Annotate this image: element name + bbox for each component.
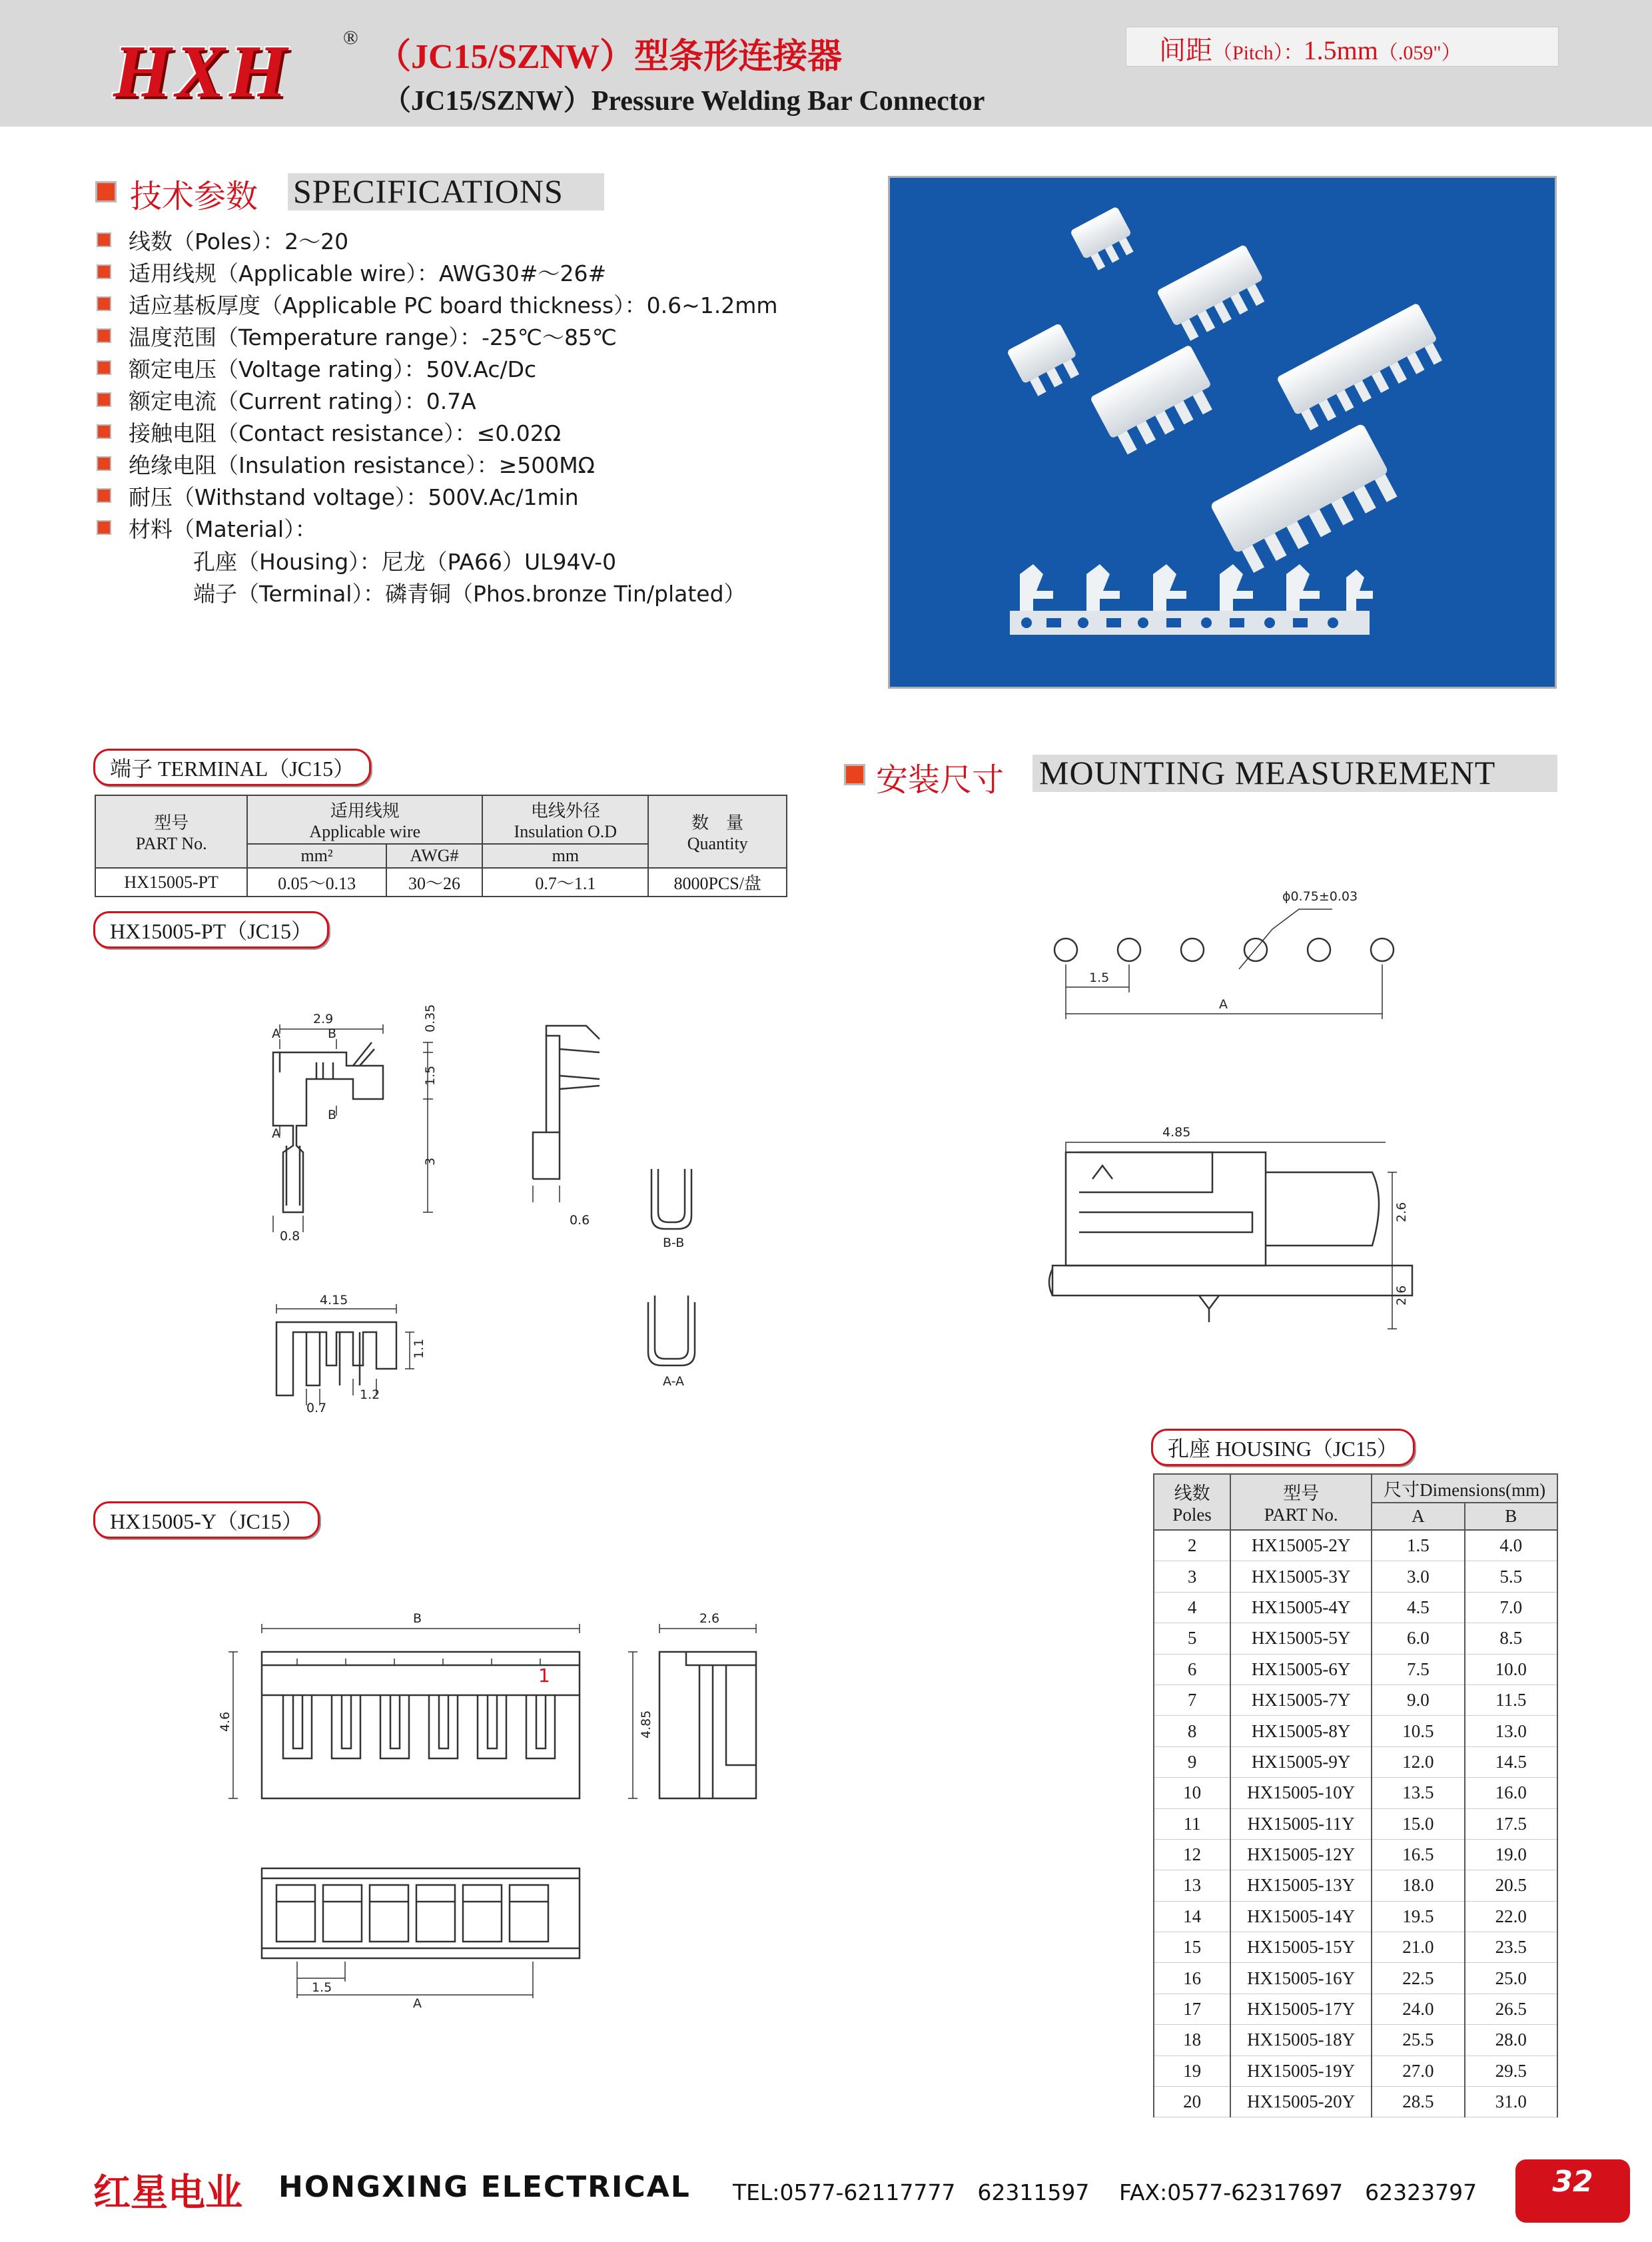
bullet-icon [97,424,111,439]
cell-b: 19.0 [1465,1839,1557,1870]
terminal-strip [1010,564,1373,635]
housing-8pin [1276,302,1447,433]
cell-b: 23.5 [1465,1932,1557,1963]
housing-5pin [1156,244,1273,344]
page-title-en: （JC15/SZNW）Pressure Welding Bar Connector [383,86,985,117]
cell-part: HX15005-15Y [1230,1932,1372,1963]
cell-a: 13.5 [1372,1778,1464,1808]
cell-poles: 8 [1154,1716,1230,1746]
cell-part: HX15005-5Y [1230,1623,1372,1654]
cell-poles: 9 [1154,1746,1230,1777]
spec-item: 适应基板厚度（Applicable PC board thickness）：0.6~1.2mm [97,289,778,318]
bullet-icon [97,296,111,311]
col-a: A [1372,1503,1464,1530]
pitch-value: 1.5mm [1303,35,1378,65]
dim-label: 2.6 [1394,1202,1409,1222]
dim-label: 1.5 [312,1980,332,1995]
cell-part: HX15005-19Y [1230,2055,1372,2086]
col-wire: 适用线规 Applicable wire [247,795,482,844]
cell-b: 13.0 [1465,1716,1557,1746]
cell-a: 22.5 [1372,1963,1464,1994]
dim-label: B [413,1611,422,1626]
product-photo [888,176,1557,689]
dim-label: 1.5 [1089,970,1110,985]
pt-drawing-label: HX15005-PT（JC15） [93,911,329,948]
cell-a: 3.0 [1372,1561,1464,1592]
housing-3pin [1070,206,1139,273]
spec-item: 绝缘电阻（Insulation resistance）：≥500MΩ [97,449,595,478]
footer-fax: FAX:0577-62317697 62323797 [1119,2179,1477,2205]
cell-part: HX15005-9Y [1230,1746,1372,1777]
cell-part: HX15005-3Y [1230,1561,1372,1592]
material-terminal: 端子（Terminal）：磷青铜（Phos.bronze Tin/plated） [193,581,746,607]
col-qty: 数 量 Quantity [648,795,787,868]
section-bullet-icon [95,181,117,202]
cell-b: 11.5 [1465,1684,1557,1715]
cell-b: 5.5 [1465,1561,1557,1592]
cell-a: 9.0 [1372,1684,1464,1715]
section-mark: A [272,1026,280,1041]
col-b: B [1465,1503,1557,1530]
col-mm2: mm² [247,844,386,868]
dim-label: 4.85 [1162,1125,1191,1140]
cell-part: HX15005-18Y [1230,2025,1372,2055]
pin1-mark: 1 [538,1665,550,1686]
cell-part: HX15005-2Y [1230,1530,1372,1561]
table-row [1154,1808,1557,1839]
cell-a: 25.5 [1372,2025,1464,2055]
col-mm: mm [482,844,648,868]
section-label: B-B [663,1236,685,1250]
spec-item: 耐压（Withstand voltage）：500V.Ac/1min [97,481,579,510]
bullet-icon [97,456,111,471]
brand-logo: HXH [113,31,291,113]
table-row [1154,1994,1557,2024]
pitch-label-en: （Pitch）： [1212,42,1304,64]
bullet-icon [97,328,111,343]
cell-poles: 19 [1154,2055,1230,2086]
table-row [1154,1746,1557,1777]
spec-item: 适用线规（Applicable wire）：AWG30#～26# [97,257,606,286]
bullet-icon [97,520,111,535]
col-dims: 尺寸Dimensions(mm) [1372,1474,1557,1503]
cell-poles: 13 [1154,1870,1230,1901]
dim-label: A [1219,997,1228,1012]
table-row [1154,1932,1557,1963]
table-row [1154,1839,1557,1870]
cell-a: 27.0 [1372,2055,1464,2086]
cell-a: 21.0 [1372,1932,1464,1963]
bullet-icon [97,392,111,407]
cell-poles: 20 [1154,2087,1230,2117]
table-row [1154,1778,1557,1808]
table-row [1154,1561,1557,1592]
bullet-icon [97,232,111,247]
table-row [1154,1684,1557,1715]
dim-label: 0.7 [306,1401,327,1415]
footer-company-en: HONGXING ELECTRICAL [278,2170,691,2204]
dim-label: 1.5 [423,1065,438,1086]
cell-a: 6.0 [1372,1623,1464,1654]
housing-table [1153,1473,1558,2117]
dim-label: 4.85 [639,1710,653,1738]
cell-part: HX15005-17Y [1230,1994,1372,2024]
dim-label: 1.2 [360,1387,380,1402]
cell-poles: 14 [1154,1901,1230,1932]
col-part: 型号 PART No. [1230,1474,1372,1530]
section-mark: B [328,1108,337,1122]
pitch-inch: （.059"） [1378,42,1461,64]
table-row [1154,1623,1557,1654]
cell-part: HX15005-4Y [1230,1592,1372,1623]
cell-b: 10.0 [1465,1654,1557,1684]
table-row [1154,2055,1557,2086]
dim-label: 2.9 [313,1012,334,1026]
hole-dim: ϕ0.75±0.03 [1282,889,1358,904]
cell-b: 20.5 [1465,1870,1557,1901]
cell-part: HX15005-7Y [1230,1684,1372,1715]
housing-7pin [1210,423,1401,576]
cell-b: 22.0 [1465,1901,1557,1932]
col-part: 型号 PART No. [95,795,247,868]
table-row [1154,1592,1557,1623]
dim-label: 4.6 [218,1711,232,1732]
cell-b: 16.0 [1465,1778,1557,1808]
cell-b: 26.5 [1465,1994,1557,2024]
page-title-cn: （JC15/SZNW）型条形连接器 [376,38,843,76]
cell-a: 1.5 [1372,1530,1464,1561]
cell-poles: 12 [1154,1839,1230,1870]
cell-a: 12.0 [1372,1746,1464,1777]
mounting-heading-cn: 安装尺寸 [876,761,1005,799]
col-poles: 线数 Poles [1154,1474,1230,1530]
cell-b: 7.0 [1465,1592,1557,1623]
dim-label: 1.1 [412,1338,426,1359]
cell-b: 31.0 [1465,2087,1557,2117]
dim-label: 3 [423,1157,438,1166]
dim-label: A [413,1996,422,2011]
cell-b: 14.5 [1465,1746,1557,1777]
spec-item: 温度范围（Temperature range）：-25℃～85℃ [97,321,617,350]
cell-poles: 18 [1154,2025,1230,2055]
table-row [1154,1654,1557,1684]
housing-5pin-mid [1090,344,1222,458]
dim-label: 4.15 [320,1293,348,1308]
spec-heading-en: SPECIFICATIONS [293,173,564,210]
table-row [1154,1716,1557,1746]
cell-poles: 4 [1154,1592,1230,1623]
table-row [1154,1530,1557,1561]
registered-mark: ® [343,27,358,49]
terminal-label: 端子 TERMINAL（JC15） [93,749,371,786]
cell-part: HX15005-6Y [1230,1654,1372,1684]
spec-item: 额定电压（Voltage rating）：50V.Ac/Dc [97,353,536,382]
cell-part: HX15005-16Y [1230,1963,1372,1994]
cell-part: HX15005-12Y [1230,1839,1372,1870]
cell-a: 28.5 [1372,2087,1464,2117]
table-row [1154,1963,1557,1994]
terminal-drawing [253,986,773,1415]
table-row [1154,1870,1557,1901]
cell-a: 15.0 [1372,1808,1464,1839]
spec-heading-cn: 技术参数 [130,178,258,215]
page-number: 32 [1552,2165,1593,2199]
table-row [1154,2025,1557,2055]
table-row [1154,1901,1557,1932]
cell-poles: 17 [1154,1994,1230,2024]
cell-b: 8.5 [1465,1623,1557,1654]
cell-part: HX15005-10Y [1230,1778,1372,1808]
pitch-label-cn: 间距 [1159,35,1212,65]
cell-poles: 3 [1154,1561,1230,1592]
footer-company-cn: 红星电业 [93,2171,242,2215]
cell-part: HX15005-11Y [1230,1808,1372,1839]
cell-poles: 2 [1154,1530,1230,1561]
cell-a: 24.0 [1372,1994,1464,2024]
pitch-info [1159,29,1461,67]
bullet-icon [97,488,111,503]
mounting-heading-en: MOUNTING MEASUREMENT [1039,754,1496,791]
section-bullet-icon [844,764,865,785]
cell-part: HX15005-8Y [1230,1716,1372,1746]
footer-tel: TEL:0577-62117777 62311597 [733,2179,1090,2205]
cell-a: 18.0 [1372,1870,1464,1901]
spec-item: 材料（Material）： [97,513,317,542]
section-label: A-A [663,1374,685,1389]
y-drawing-label: HX15005-Y（JC15） [93,1501,320,1539]
section-mark: B [328,1026,337,1041]
housing-drawing [220,1599,819,2025]
cell-b: 28.0 [1465,2025,1557,2055]
cell-poles: 7 [1154,1684,1230,1715]
cell-poles: 16 [1154,1963,1230,1994]
dim-label: 2.6 [699,1611,720,1626]
spec-item: 额定电流（Current rating）：0.7A [97,385,476,414]
housing-label: 孔座 HOUSING（JC15） [1151,1429,1415,1466]
cell-poles: 10 [1154,1778,1230,1808]
cell-a: 16.5 [1372,1839,1464,1870]
material-housing: 孔座（Housing）：尼龙（PA66）UL94V-0 [193,549,617,575]
dim-label: 0.35 [423,1004,438,1032]
cell-b: 17.5 [1465,1808,1557,1839]
spec-item: 接触电阻（Contact resistance）：≤0.02Ω [97,417,561,446]
bullet-icon [97,360,111,375]
cell-a: 4.5 [1372,1592,1464,1623]
cell-poles: 11 [1154,1808,1230,1839]
mounting-drawing [1039,886,1492,1339]
table-row [1154,2087,1557,2117]
section-mark: A [272,1126,280,1141]
cell-a: 19.5 [1372,1901,1464,1932]
cell-poles: 5 [1154,1623,1230,1654]
connector-illustration [890,178,1555,687]
cell-a: 10.5 [1372,1716,1464,1746]
cell-b: 4.0 [1465,1530,1557,1561]
terminal-table [95,795,787,897]
bullet-icon [97,264,111,279]
cell-part: HX15005-13Y [1230,1870,1372,1901]
table-row: HX15005-PT 0.05～0.13 30～26 0.7～1.1 8000PCS/盘 [95,868,787,897]
cell-b: 29.5 [1465,2055,1557,2086]
col-awg: AWG# [386,844,482,868]
col-od: 电线外径 Insulation O.D [482,795,648,844]
spec-item: 线数（Poles）：2～20 [97,225,348,254]
dim-label: 0.6 [570,1213,590,1228]
dim-label: 0.8 [280,1229,300,1244]
dim-label: 2.6 [1394,1285,1409,1306]
housing-3pin-left [1007,323,1085,400]
cell-poles: 15 [1154,1932,1230,1963]
cell-a: 7.5 [1372,1654,1464,1684]
cell-poles: 6 [1154,1654,1230,1684]
cell-part: HX15005-14Y [1230,1901,1372,1932]
cell-b: 25.0 [1465,1963,1557,1994]
cell-part: HX15005-20Y [1230,2087,1372,2117]
